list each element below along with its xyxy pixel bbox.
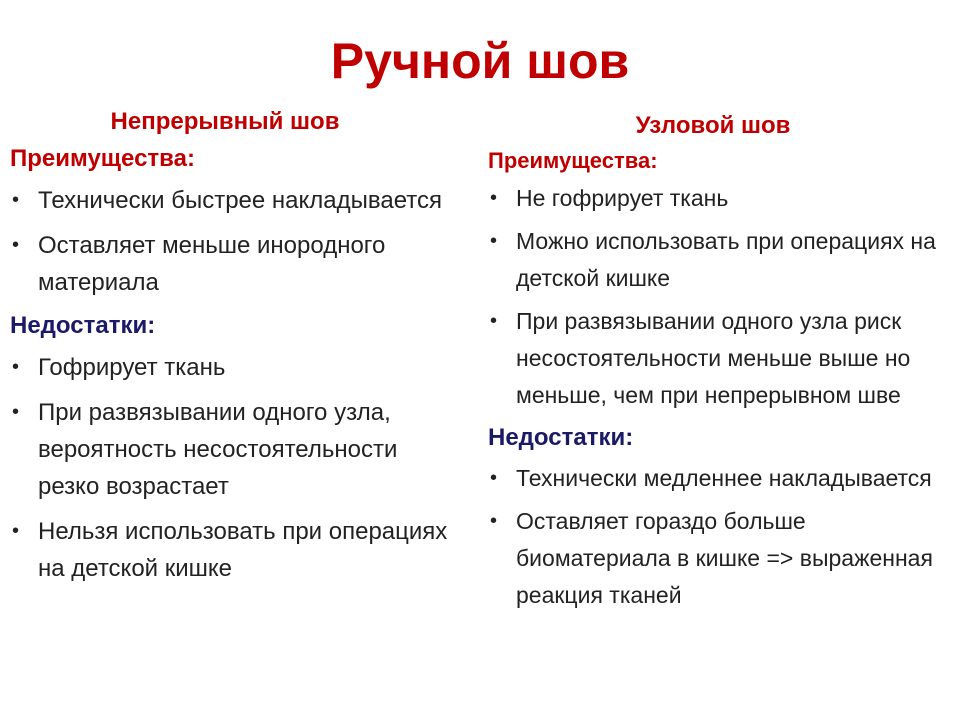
list-item: • Можно использовать при операциях на детской кишке — [488, 223, 950, 297]
bullet-icon: • — [12, 189, 20, 211]
list-item: • Гофрирует ткань — [10, 349, 450, 386]
left-pros-label: Преимущества: — [10, 145, 195, 172]
right-cons-list — [488, 460, 950, 614]
list-item: • Оставляет меньше инородного материала — [10, 227, 450, 301]
bullet-icon: • — [490, 510, 498, 532]
interrupted-suture-heading: Узловой шов — [635, 112, 791, 139]
list-item: • При развязывании одного узла, вероятность несостоятельности резко возрастает — [10, 394, 450, 505]
bullet-icon: • — [490, 187, 498, 209]
bullet-icon: • — [12, 401, 20, 423]
list-item: • Оставляет гораздо больше биоматериала в кишке => выраженная реакция тканей — [488, 503, 950, 614]
list-item: • При развязывании одного узла риск несостоятельности меньше выше но меньше, чем при непрерывном шве — [488, 303, 950, 414]
bullet-icon: • — [490, 230, 498, 252]
left-cons-list — [10, 349, 450, 587]
bullet-icon: • — [12, 234, 20, 256]
right-pros-label: Преимущества: — [488, 148, 658, 173]
list-item: • Технически медленнее накладывается — [488, 460, 950, 497]
continuous-suture-heading: Непрерывный шов — [110, 108, 340, 135]
left-cons-label: Недостатки: — [10, 312, 156, 339]
left-pros-list — [10, 182, 450, 301]
interrupted-suture-column — [488, 108, 950, 620]
slide-title: Ручной шов — [330, 33, 630, 89]
list-item: • Технически быстрее накладывается — [10, 182, 450, 219]
bullet-icon: • — [490, 310, 498, 332]
right-cons-label: Недостатки: — [488, 424, 634, 451]
continuous-suture-column — [10, 108, 450, 595]
bullet-icon: • — [12, 356, 20, 378]
right-pros-list — [488, 180, 950, 414]
list-item: • Не гофрирует ткань — [488, 180, 950, 217]
list-item: • Нельзя использовать при операциях на детской кишке — [10, 513, 450, 587]
bullet-icon: • — [490, 467, 498, 489]
bullet-icon: • — [12, 520, 20, 542]
